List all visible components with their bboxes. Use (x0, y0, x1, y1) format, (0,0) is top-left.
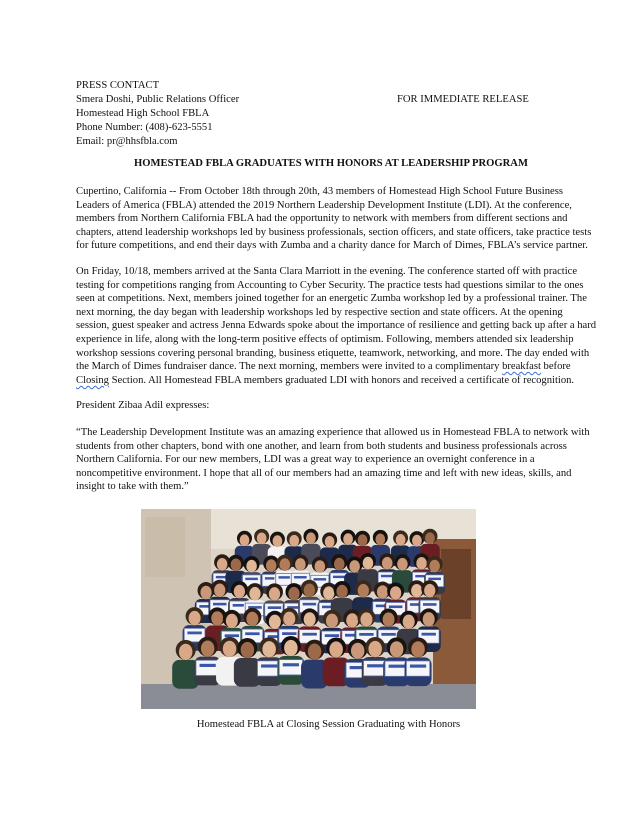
person-face (266, 559, 277, 572)
person-face (349, 560, 360, 573)
certificate-title (200, 664, 216, 667)
quote-line: students from other chapters, bond with one another, and learn from both students and business professionals across (76, 440, 567, 452)
person-face (304, 612, 316, 626)
person-face (416, 557, 427, 570)
certificate-title (268, 606, 282, 609)
paragraph-line: Closing Section. All Homestead FBLA members graduated LDI with honors and received a certificate of recognition. (76, 374, 575, 386)
certificate-title (283, 663, 299, 666)
spellcheck-mark: Closing (76, 374, 109, 386)
certificate (279, 660, 302, 675)
person-face (412, 535, 422, 547)
group-photo (141, 509, 476, 709)
event-paragraph (76, 265, 604, 387)
person-face (326, 614, 338, 628)
person-face (200, 586, 211, 600)
certificate-title (225, 634, 239, 637)
person-face (429, 560, 440, 573)
paragraph-line: members from Northern California FBLA had the opportunity to network with members from different sections and (76, 213, 568, 225)
certificate-title (187, 632, 201, 635)
paragraph-line: for future competitions, and end their days with Zumba and a charity dance for March of Dimes, FBLA’s service partner. (76, 240, 588, 252)
person-face (217, 558, 228, 571)
paragraph-line: Leaders of America (FBLA) attended the 2019 Northern Leadership Development Institute (LDI). At the conference, (76, 199, 572, 211)
certificate-title (245, 578, 258, 580)
certificate-title (303, 603, 317, 606)
person-face (231, 558, 242, 571)
person-face (295, 558, 306, 571)
person-face (315, 560, 326, 573)
certificate-title (359, 633, 373, 636)
contact-phone-line: Phone Number: (408)-623-5551 (76, 121, 213, 133)
person-face (360, 612, 372, 626)
paragraph-line: testing for competitions ranging from Accounting to Cyber Security. The practice tests had questions similar to the ones (76, 279, 584, 291)
person-face (411, 584, 422, 598)
certificate-title (389, 665, 405, 668)
contact-name-line: Smera Doshi, Public Relations Officer (76, 93, 240, 105)
person-face (336, 585, 347, 599)
quote-line: Northern California. For our new members, LDI was a great way to experience an overnight conference in a (76, 454, 535, 466)
person-face (214, 584, 225, 598)
certificate-title (302, 633, 316, 636)
person-face (269, 587, 280, 601)
person-face (262, 641, 276, 657)
person-face (358, 584, 369, 598)
person-face (284, 640, 298, 656)
paragraph-line: On Friday, 10/18, members arrived at the Santa Clara Marriott in the evening. The conference started off with practice (76, 266, 578, 277)
spellcheck-mark: breakfast (502, 361, 541, 373)
quote-line: insight to take with them.” (76, 481, 189, 493)
paragraph-line: next morning, the day began with leadership workshops led by respective section and state officers. At the opening (76, 306, 563, 318)
person-face (211, 611, 223, 625)
certificate-title (314, 578, 327, 580)
person-face (325, 536, 335, 548)
person-face (273, 535, 283, 547)
president-intro: President Zibaa Adil expresses: (76, 400, 210, 411)
person-face (201, 641, 215, 657)
person-face (363, 557, 374, 570)
paragraph-line: the March of Dimes fundraiser dance. The next morning, members were invited to a complimentary breakfast before (76, 361, 571, 373)
certificate (257, 661, 280, 676)
person-face (306, 532, 316, 544)
paragraph-line: workshop sessions covering personal branding, business etiquette, teamwork, networking, and more. The day ended with (76, 347, 590, 359)
person-face (189, 611, 201, 625)
person-face (375, 534, 385, 546)
person-face (283, 612, 295, 626)
person-face (346, 613, 358, 627)
person-face (396, 534, 406, 546)
person-face (323, 586, 334, 600)
person-face (234, 585, 245, 599)
person-face (390, 641, 404, 657)
person-face (368, 641, 382, 657)
certificate-title (423, 603, 437, 606)
contact-school-line: Homestead High School FBLA (76, 107, 210, 119)
certificate-title (410, 665, 426, 668)
paragraph-line: Cupertino, California -- From October 18th through 20th, 43 members of Homestead High School Future Business (76, 186, 563, 197)
person-face (377, 585, 388, 599)
person-face (240, 534, 250, 546)
certificate-title (325, 634, 339, 637)
release-label: FOR IMMEDIATE RELEASE (397, 93, 529, 105)
certificate-title (261, 664, 277, 667)
person-face (351, 643, 365, 659)
person-face (179, 644, 193, 660)
person-face (246, 612, 258, 626)
certificate-title (333, 576, 346, 578)
certificate-title (389, 605, 403, 608)
person-face (411, 641, 425, 657)
person-face (382, 557, 393, 570)
press-contact-block (76, 79, 239, 149)
person-face (288, 587, 299, 601)
person-face (246, 560, 257, 573)
photo-caption: Homestead FBLA at Closing Session Graduating with Honors (196, 719, 461, 730)
certificate-title (294, 576, 307, 578)
certificate (196, 660, 219, 675)
person-face (334, 558, 345, 571)
certificate-title (213, 603, 227, 606)
quote-line: “The Leadership Development Institute was an amazing experience that allowed us in Homestead FBLA to network with (76, 427, 590, 438)
person-face (403, 614, 415, 628)
certificate-title (428, 578, 441, 580)
paragraph-line: experience in life, along with the long-term positive effects of optimism. Following, members attended six leadership (76, 333, 574, 345)
person-face (226, 614, 238, 628)
paragraph-line: session, guest speaker and actress Jenna Edwards spoke about the importance of resilience and getting back up after a hard (76, 320, 597, 332)
certificate-title (279, 576, 292, 578)
contact-email-line: Email: pr@hhsfbla.com (76, 135, 178, 147)
person-face (289, 535, 299, 547)
person-face (358, 534, 368, 546)
press-contact-heading: PRESS CONTACT (76, 80, 160, 91)
person-face (269, 615, 281, 629)
person-face (304, 584, 315, 598)
person-face (397, 558, 408, 571)
person-face (423, 612, 435, 626)
person-face (308, 644, 322, 660)
person-face (383, 612, 395, 626)
person-face (241, 642, 255, 658)
certificate (406, 661, 429, 676)
person-face (223, 641, 237, 657)
certificate-title (422, 633, 436, 636)
intro-paragraph (76, 185, 604, 253)
headline: HOMESTEAD FBLA GRADUATES WITH HONORS AT LEADERSHIP PROGRAM (134, 158, 528, 169)
paragraph-line: seen at competitions. Next, members joined together for an energetic Zumba workshop led by a professional trainer. The (76, 293, 587, 305)
person-face (280, 558, 291, 571)
person-face (257, 532, 267, 544)
quote-line: noncompetitive environment. I hope that all of our members had an amazing time and left with new ideas, skills, and (76, 467, 572, 479)
certificate-title (381, 575, 394, 577)
person-face (329, 641, 343, 657)
person-face (425, 532, 435, 544)
person-face (390, 586, 401, 600)
group-photo-image (141, 509, 476, 709)
certificate-title (381, 633, 395, 636)
paragraph-line: chapters, attend leadership workshops led by business professionals, section officers, and state officers, take practice tests (76, 226, 592, 238)
person-face (343, 533, 353, 545)
certificate-title (245, 632, 259, 635)
certificate-title (367, 664, 383, 667)
person-face (249, 587, 260, 601)
certificate-title (282, 632, 296, 635)
person-face (424, 584, 435, 598)
president-quote (76, 426, 604, 494)
